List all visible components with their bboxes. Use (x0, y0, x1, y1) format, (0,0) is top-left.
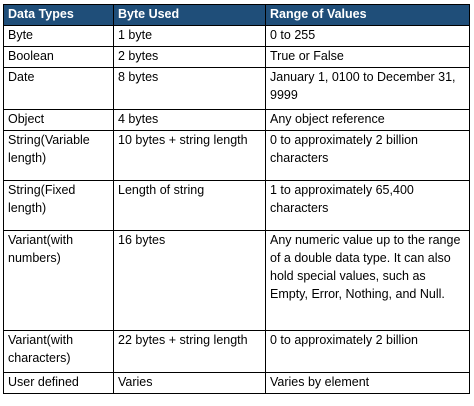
table-row (4, 68, 470, 110)
data-type-cell: Object (4, 110, 114, 131)
header-range-of-values: Range of Values (266, 5, 470, 26)
data-type-cell: Byte (4, 26, 114, 47)
data-types-table (3, 4, 470, 394)
range-cell: 0 to 255 (266, 26, 470, 47)
header-byte-used: Byte Used (114, 5, 266, 26)
byte-used-cell: Varies (114, 373, 266, 394)
byte-used-cell: 16 bytes (114, 231, 266, 331)
table-row (4, 181, 470, 231)
table-row (4, 26, 470, 47)
byte-used-cell: 1 byte (114, 26, 266, 47)
header-data-types: Data Types (4, 5, 114, 26)
byte-used-cell: 10 bytes + string length (114, 131, 266, 181)
range-cell: True or False (266, 47, 470, 68)
data-type-cell: Variant(with characters) (4, 331, 114, 373)
table-row (4, 331, 470, 373)
byte-used-cell: 2 bytes (114, 47, 266, 68)
data-type-cell: String(Fixed length) (4, 181, 114, 231)
data-type-cell: User defined (4, 373, 114, 394)
byte-used-cell: 4 bytes (114, 110, 266, 131)
range-cell: Any object reference (266, 110, 470, 131)
range-cell: 0 to approximately 2 billion characters (266, 131, 470, 181)
byte-used-cell: 8 bytes (114, 68, 266, 110)
table-header-row (4, 5, 470, 26)
range-cell: January 1, 0100 to December 31, 9999 (266, 68, 470, 110)
data-type-cell: String(Variable length) (4, 131, 114, 181)
range-cell: Any numeric value up to the range of a double data type. It can also hold special values, such as Empty, Error, Nothing, and Null. (266, 231, 470, 331)
table-row (4, 131, 470, 181)
table-row (4, 110, 470, 131)
range-cell: 0 to approximately 2 billion (266, 331, 470, 373)
data-type-cell: Boolean (4, 47, 114, 68)
range-cell: 1 to approximately 65,400 characters (266, 181, 470, 231)
range-cell: Varies by element (266, 373, 470, 394)
byte-used-cell: Length of string (114, 181, 266, 231)
data-type-cell: Date (4, 68, 114, 110)
byte-used-cell: 22 bytes + string length (114, 331, 266, 373)
table-row (4, 47, 470, 68)
data-type-cell: Variant(with numbers) (4, 231, 114, 331)
table-row (4, 373, 470, 394)
table-row (4, 231, 470, 331)
